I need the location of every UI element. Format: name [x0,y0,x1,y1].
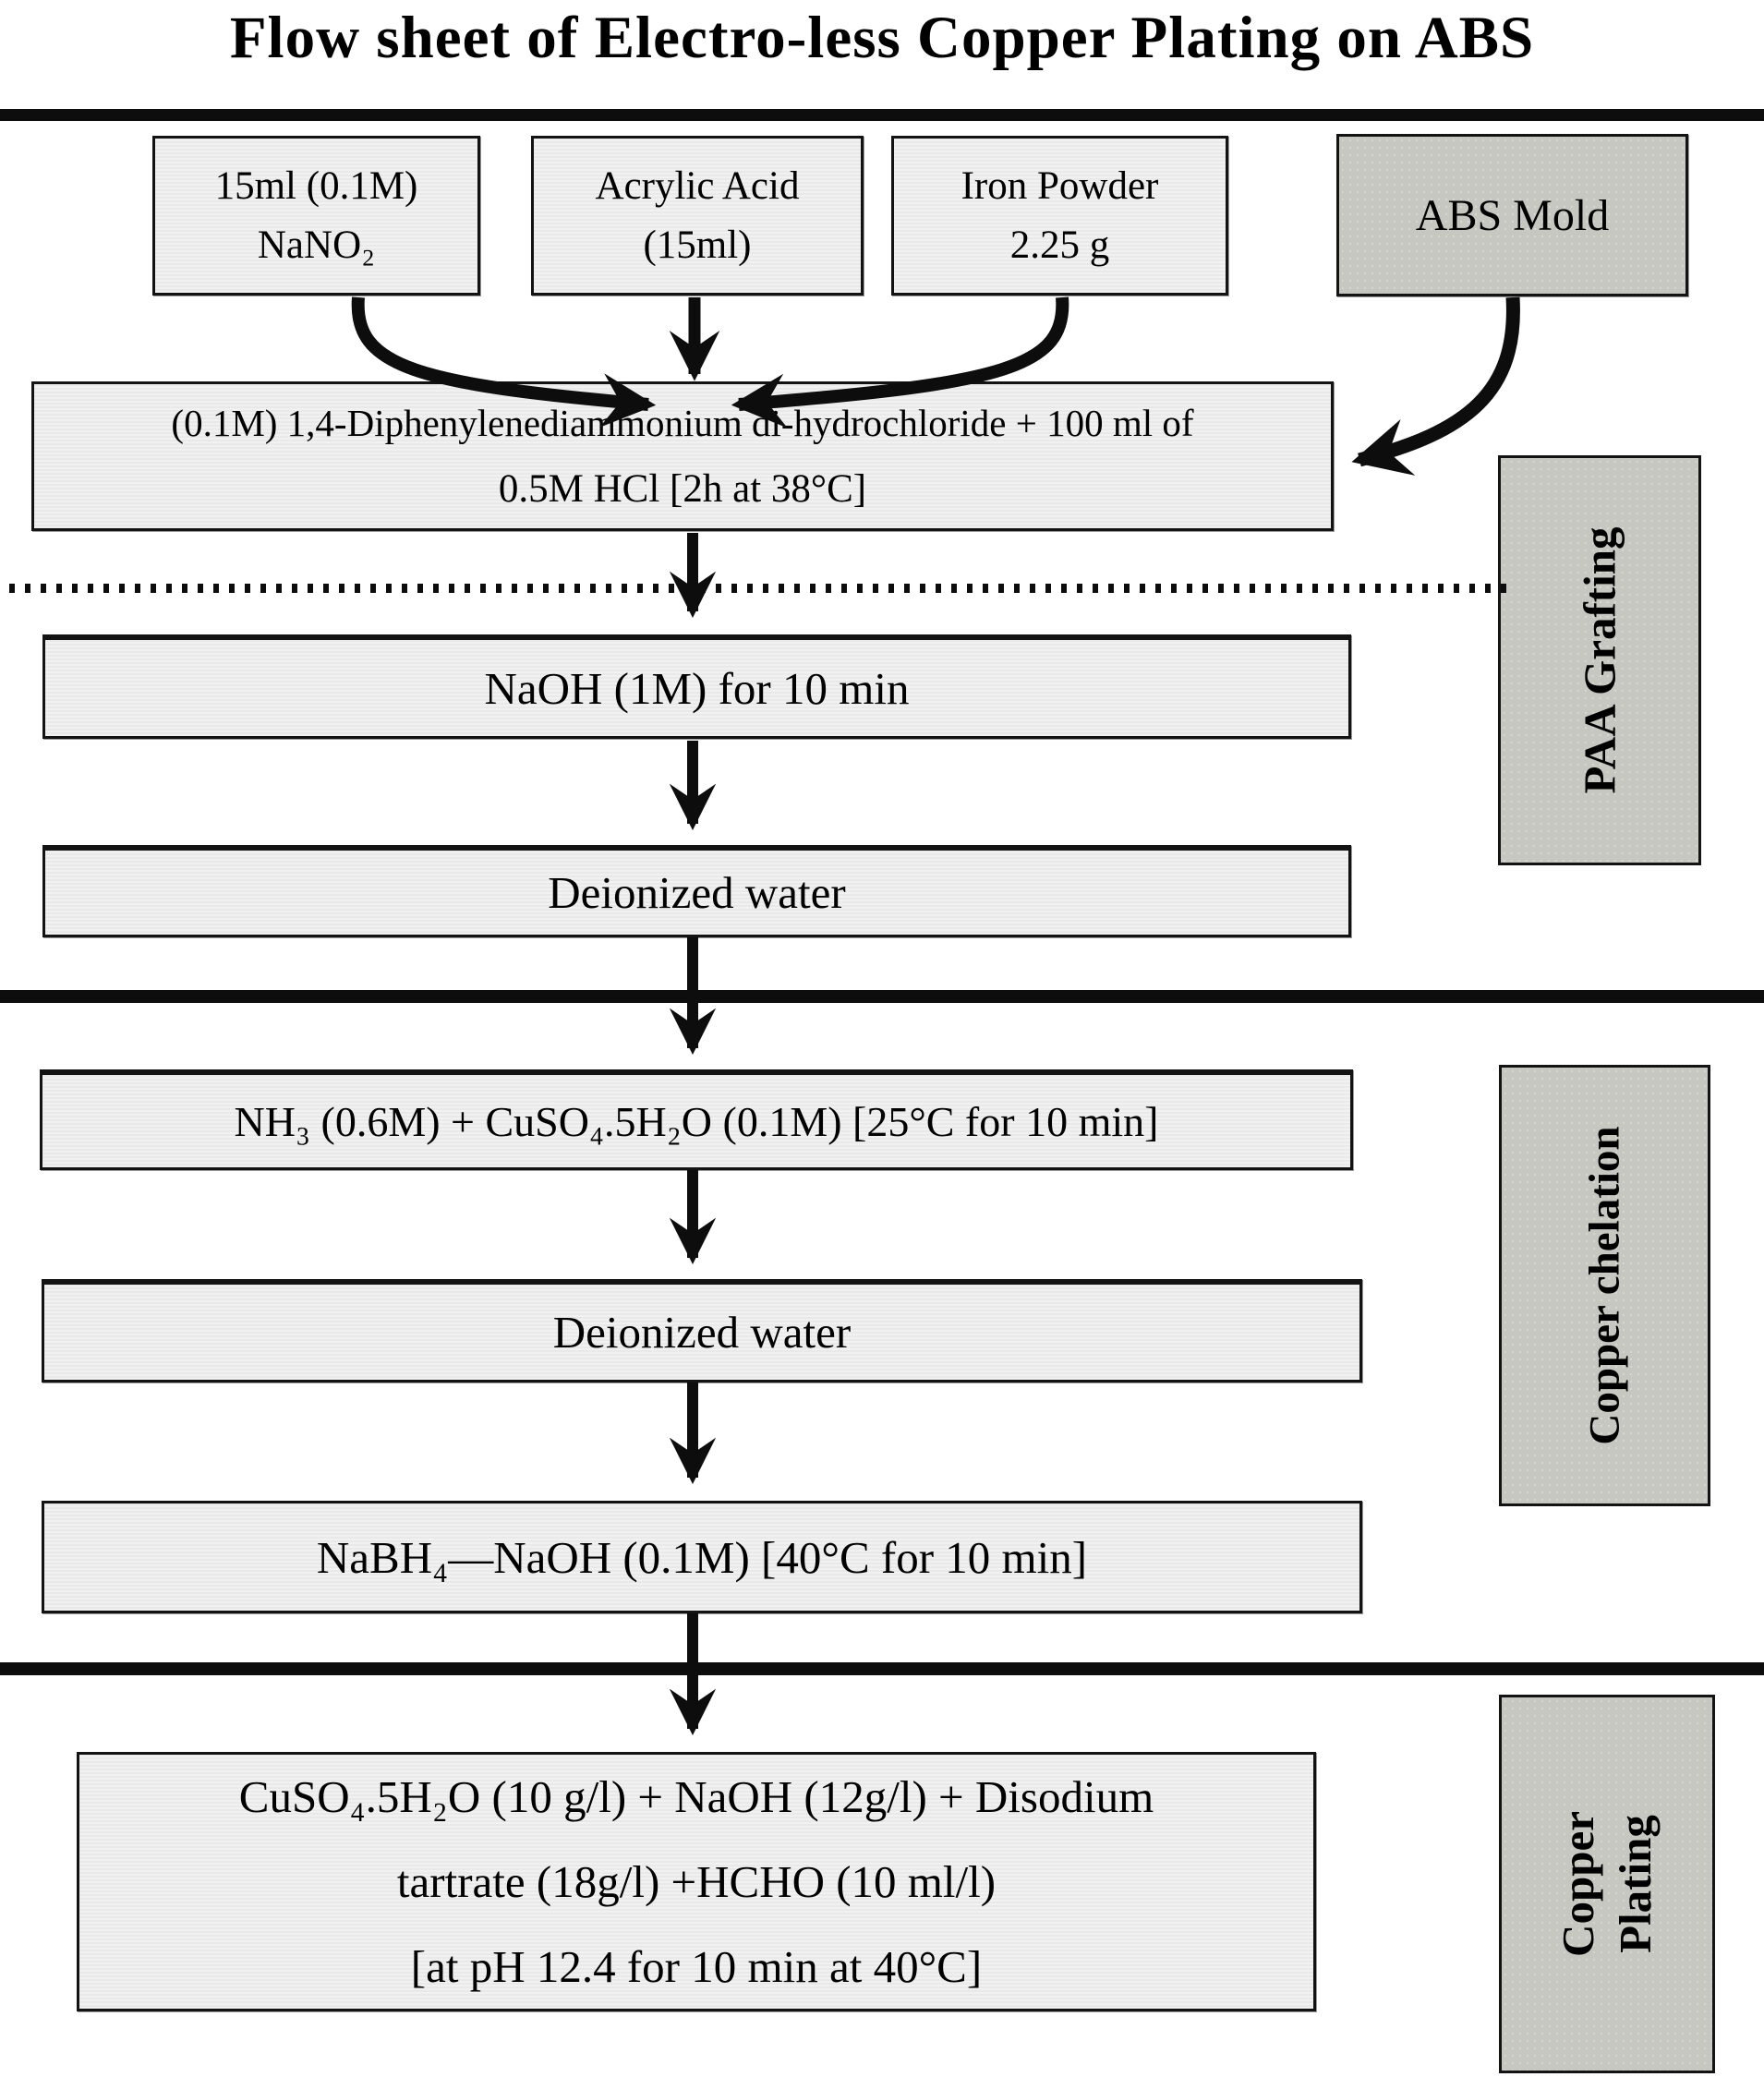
deionized2-label: Deionized water [552,1307,852,1358]
copper-plating-text-line1: Copper [1552,1811,1603,1957]
paa-grafting-text: PAA Grafting [1574,526,1625,794]
iron-line1: Iron Powder [961,163,1159,208]
deionized1-label: Deionized water [548,867,846,918]
arrow-absmold-to-bath-icon [1359,297,1513,460]
input-box-acrylic-acid [531,136,864,296]
iron-line2: 2.25 g [1009,223,1110,267]
step-box-deionized-water-1 [42,845,1351,937]
input-box-iron-powder [891,136,1228,296]
input-box-nano2 [152,136,480,296]
step-box-nabh4 [42,1501,1362,1613]
step-box-naoh [42,634,1351,739]
nano2-line2: NaNO₂ [257,223,376,267]
top-rule [0,109,1764,121]
stage-label-copper-plating [1499,1695,1715,2073]
plating-bath-line3: [at pH 12.4 for 10 min at 40°C] [410,1940,983,1992]
step-box-chelation-bath [40,1069,1353,1170]
abs-mold-label: ABS Mold [1415,190,1610,240]
section-divider-1 [0,990,1764,1003]
stage-label-copper-chelation [1499,1065,1710,1506]
grafting-bath-line1: (0.1M) 1,4-Diphenylenediammonium di-hydrochloride + 100 ml of [171,402,1194,444]
naoh-label: NaOH (1M) for 10 min [484,662,910,714]
input-box-abs-mold [1336,134,1688,296]
step-box-grafting-bath [31,381,1334,531]
copper-chelation-text: Copper chelation [1580,1126,1629,1445]
chelation-bath-label: NH₃ (0.6M) + CuSO₄.5H₂O (0.1M) [25°C for 10 min] [234,1097,1159,1145]
plating-bath-line2: tartrate (18g/l) +HCHO (10 ml/l) [396,1855,997,1907]
nano2-line1: 15ml (0.1M) [214,163,418,208]
step-box-deionized-water-2 [42,1279,1362,1383]
nabh4-label: NaBH₄—NaOH (0.1M) [40°C for 10 min] [316,1531,1088,1583]
step-box-plating-bath [77,1752,1316,2011]
plating-bath-line1: CuSO₄.5H₂O (10 g/l) + NaOH (12g/l) + Disodium [238,1770,1154,1822]
page-title: Flow sheet of Electro-less Copper Plating on ABS [229,5,1535,71]
acrylic-line1: Acrylic Acid [595,163,800,208]
stage-label-paa-grafting [1498,455,1701,865]
copper-plating-text-line2: Plating [1609,1815,1661,1953]
grafting-bath-line2: 0.5M HCl [2h at 38°C] [498,467,867,511]
section-divider-2 [0,1662,1764,1675]
acrylic-line2: (15ml) [643,223,752,267]
